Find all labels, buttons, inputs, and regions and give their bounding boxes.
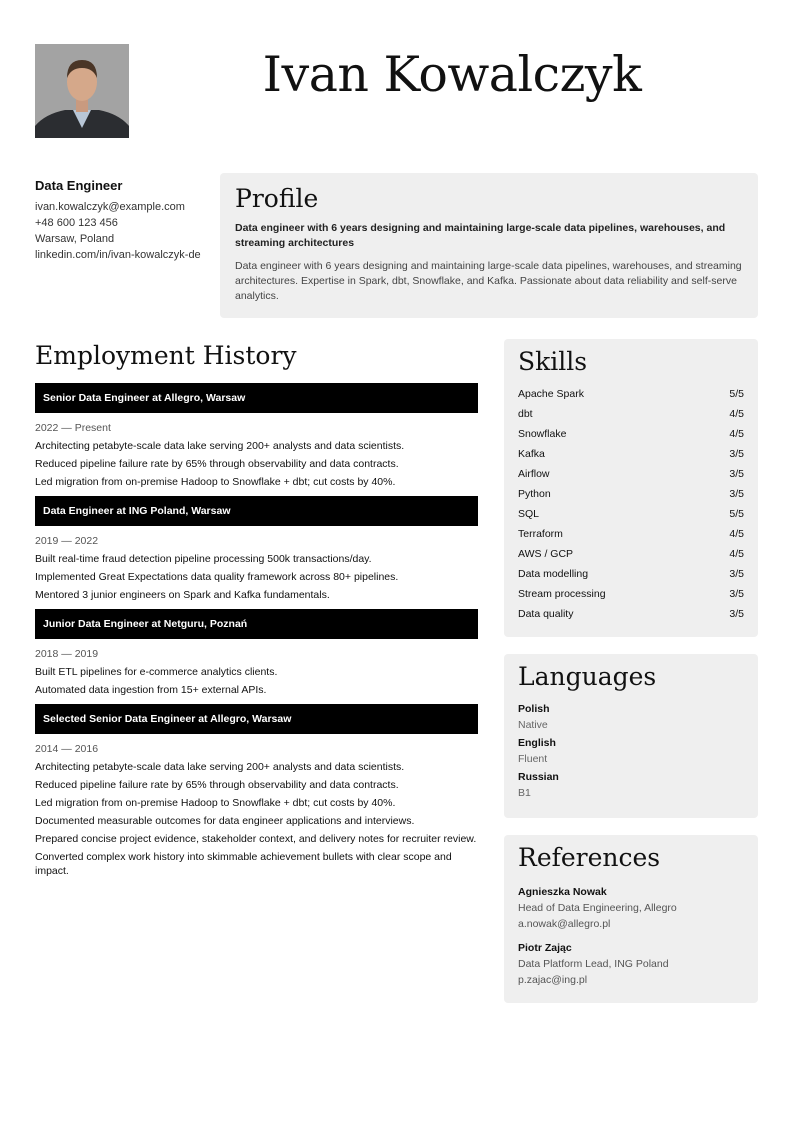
- job-entry: [35, 383, 478, 489]
- job-bullet: Implemented Great Expectations data quality framework across 80+ pipelines.: [35, 571, 399, 583]
- skill-level: 5/5: [729, 388, 744, 400]
- job-bullet: Converted complex work history into skimmable achievement bullets with clear scope and impact.: [35, 851, 452, 877]
- skill-level: 3/5: [729, 448, 744, 460]
- languages-panel: [504, 654, 758, 818]
- skill-level: 4/5: [729, 428, 744, 440]
- skill-level: 3/5: [729, 588, 744, 600]
- skill-name: Data modelling: [518, 568, 589, 580]
- skill-name: Data quality: [518, 608, 574, 620]
- skill-level: 4/5: [729, 408, 744, 420]
- job-heading: Selected Senior Data Engineer at Allegro, Warsaw: [35, 704, 478, 734]
- language-name: Russian: [518, 771, 559, 783]
- contact-location: Warsaw, Poland: [35, 233, 115, 245]
- skills-title: Skills: [518, 347, 588, 376]
- skill-name: Apache Spark: [518, 388, 584, 400]
- employment-history: [35, 340, 478, 885]
- language-level: Fluent: [518, 753, 548, 765]
- candidate-name: Ivan Kowalczyk: [262, 46, 642, 103]
- skill-row: [518, 604, 744, 624]
- reference-name: Agnieszka Nowak: [518, 886, 607, 898]
- job-heading: Senior Data Engineer at Allegro, Warsaw: [35, 383, 478, 413]
- reference-role: Head of Data Engineering, Allegro: [518, 902, 677, 914]
- reference-name: Piotr Zając: [518, 942, 572, 954]
- job-dates: 2018 — 2019: [35, 648, 99, 660]
- skill-level: 3/5: [729, 608, 744, 620]
- contact-block: [35, 178, 215, 263]
- skill-name: Snowflake: [518, 428, 567, 440]
- skill-row: [518, 444, 744, 464]
- skill-row: [518, 404, 744, 424]
- job-heading: Junior Data Engineer at Netguru, Poznań: [35, 609, 478, 639]
- job-entry: [35, 704, 478, 878]
- job-role: Data Engineer: [35, 178, 123, 193]
- skills-panel: [504, 339, 758, 637]
- profile-summary-headline: Data engineer with 6 years designing and maintaining large-scale data pipelines, warehouses, and streaming architectures: [235, 222, 726, 249]
- job-bullet: Reduced pipeline failure rate by 65% through observability and data contracts.: [35, 458, 399, 470]
- skill-level: 3/5: [729, 468, 744, 480]
- skill-row: [518, 504, 744, 524]
- skill-level: 3/5: [729, 568, 744, 580]
- language-name: English: [518, 737, 556, 749]
- contact-email[interactable]: ivan.kowalczyk@example.com: [35, 201, 185, 213]
- profile-photo: [35, 44, 129, 138]
- job-dates: 2019 — 2022: [35, 535, 99, 547]
- languages-title: Languages: [518, 662, 657, 691]
- skill-row: [518, 584, 744, 604]
- reference-email[interactable]: a.nowak@allegro.pl: [518, 918, 611, 930]
- skill-row: [518, 464, 744, 484]
- language-level: B1: [518, 787, 531, 799]
- skill-name: Stream processing: [518, 588, 606, 600]
- job-entry: [35, 496, 478, 602]
- skill-level: 3/5: [729, 488, 744, 500]
- skill-name: Kafka: [518, 448, 545, 460]
- job-bullet: Documented measurable outcomes for data engineer applications and interviews.: [35, 815, 415, 827]
- skill-name: Terraform: [518, 528, 563, 540]
- job-bullet: Architecting petabyte-scale data lake serving 200+ analysts and data scientists.: [35, 440, 405, 452]
- job-bullet: Mentored 3 junior engineers on Spark and Kafka fundamentals.: [35, 589, 330, 601]
- job-bullet: Built real-time fraud detection pipeline processing 500k transactions/day.: [35, 553, 372, 565]
- job-bullet: Architecting petabyte-scale data lake serving 200+ analysts and data scientists.: [35, 761, 405, 773]
- skill-row: [518, 564, 744, 584]
- skill-level: 5/5: [729, 508, 744, 520]
- language-name: Polish: [518, 703, 550, 715]
- skill-name: SQL: [518, 508, 540, 520]
- job-dates: 2014 — 2016: [35, 743, 99, 755]
- skill-level: 4/5: [729, 548, 744, 560]
- skill-name: Airflow: [518, 468, 550, 480]
- person-portrait-icon: [35, 44, 129, 138]
- job-bullet: Reduced pipeline failure rate by 65% through observability and data contracts.: [35, 779, 399, 791]
- skill-row: [518, 524, 744, 544]
- skill-row: [518, 424, 744, 444]
- job-bullet: Prepared concise project evidence, stakeholder context, and delivery notes for recruiter review.: [35, 833, 477, 845]
- skill-row: [518, 384, 744, 404]
- job-bullet: Led migration from on-premise Hadoop to Snowflake + dbt; cut costs by 40%.: [35, 797, 396, 809]
- job-bullet: Built ETL pipelines for e-commerce analytics clients.: [35, 666, 278, 678]
- skill-level: 4/5: [729, 528, 744, 540]
- profile-title: Profile: [235, 184, 319, 213]
- contact-linkedin[interactable]: linkedin.com/in/ivan-kowalczyk-de: [35, 249, 201, 261]
- reference-entry: [518, 884, 744, 932]
- reference-entry: [518, 940, 744, 988]
- job-bullet: Automated data ingestion from 15+ external APIs.: [35, 684, 267, 696]
- profile-summary: Data engineer with 6 years designing and maintaining large-scale data pipelines, warehouses, and streaming architectures. Expertise in Spark, dbt, Snowflake, and Kafka. Passionate about data reliability and self-serve analytics.: [235, 260, 742, 302]
- job-bullet: Led migration from on-premise Hadoop to Snowflake + dbt; cut costs by 40%.: [35, 476, 396, 488]
- references-title: References: [518, 843, 661, 872]
- references-panel: [504, 835, 758, 1003]
- contact-phone[interactable]: +48 600 123 456: [35, 217, 118, 229]
- reference-role: Data Platform Lead, ING Poland: [518, 958, 669, 970]
- skill-row: [518, 544, 744, 564]
- job-entry: [35, 609, 478, 697]
- job-heading: Data Engineer at ING Poland, Warsaw: [35, 496, 478, 526]
- skill-name: AWS / GCP: [518, 548, 574, 560]
- employment-title: Employment History: [35, 341, 297, 370]
- skill-name: dbt: [518, 408, 533, 420]
- reference-email[interactable]: p.zajac@ing.pl: [518, 974, 588, 986]
- skill-name: Python: [518, 488, 551, 500]
- job-dates: 2022 — Present: [35, 422, 111, 434]
- language-level: Native: [518, 719, 548, 731]
- skill-row: [518, 484, 744, 504]
- profile-panel: [220, 173, 758, 318]
